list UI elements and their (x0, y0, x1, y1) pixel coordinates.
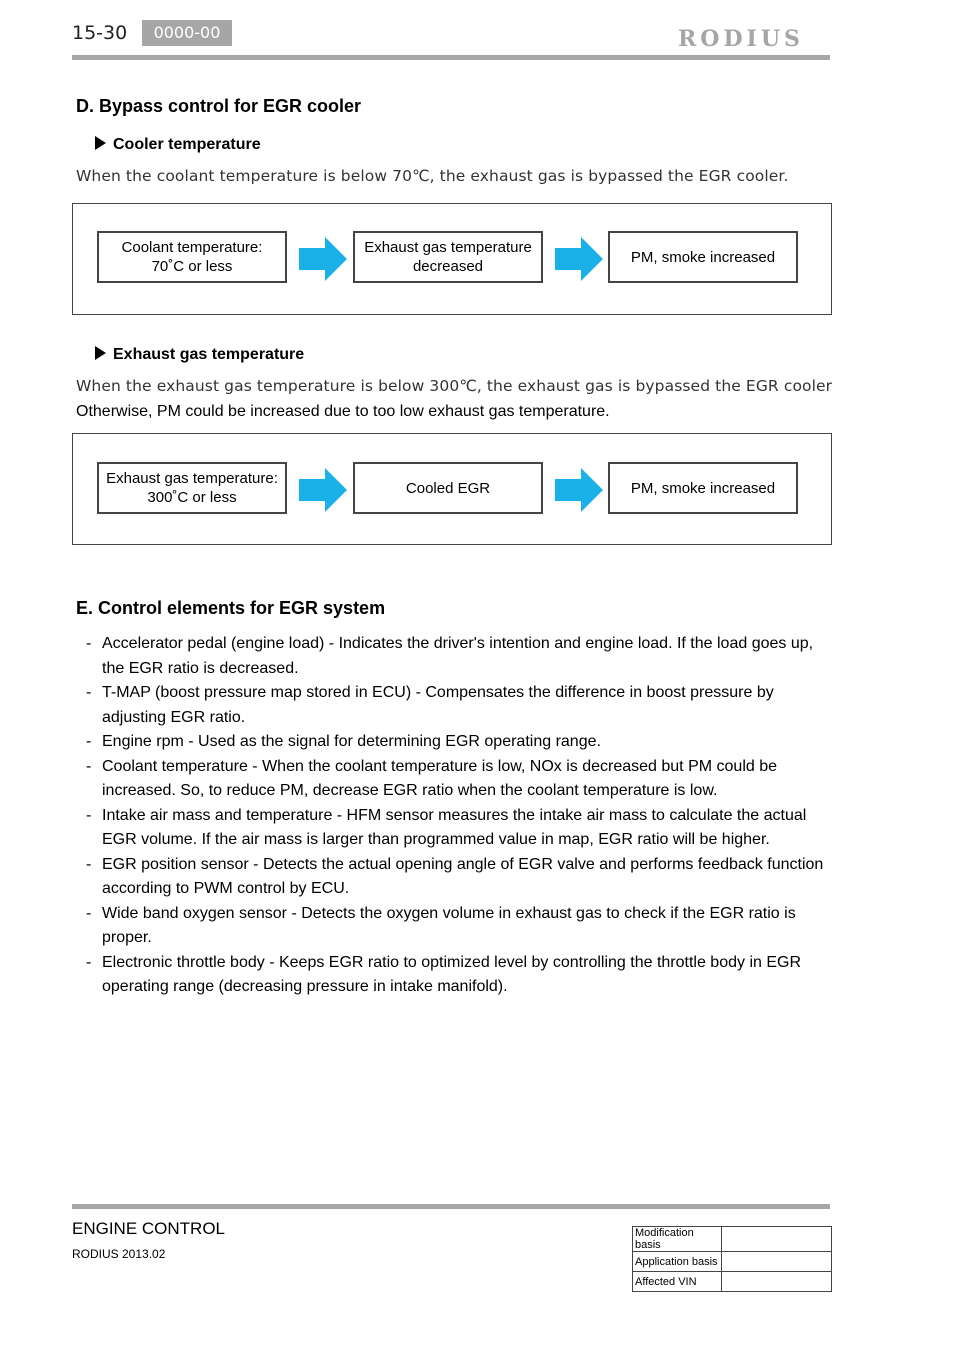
cooler-temperature-heading (95, 136, 261, 154)
right-arrow-icon (299, 237, 347, 281)
brand-logo: RODIUS (678, 26, 804, 52)
table-cell-label: Modification basis (633, 1227, 722, 1252)
right-arrow-icon (555, 237, 603, 281)
modification-table (632, 1226, 832, 1292)
table-row (633, 1272, 832, 1292)
exhaust-gas-temperature-text: When the exhaust gas temperature is below 300℃, the exhaust gas is bypassed the EGR cooler (76, 377, 833, 395)
page-number: 15-30 (72, 22, 128, 44)
flow-box-line: Exhaust gas temperature: (106, 470, 278, 487)
flow-box-line: 70˚C or less (151, 258, 233, 275)
flow-box-line: decreased (412, 258, 484, 275)
flow-box-cooled-egr (353, 462, 543, 514)
list-item: - Wide band oxygen sensor - Detects the oxygen volume in exhaust gas to check if the EGR ratio is proper. (86, 902, 826, 951)
flow-box-line: Cooled EGR (405, 479, 491, 497)
list-item-text: Wide band oxygen sensor - Detects the oxygen volume in exhaust gas to check if the EGR ratio is proper. (102, 904, 796, 946)
flow-box-exhaust-gas-temperature (97, 462, 287, 514)
section-code-tag: 0000-00 (142, 20, 232, 46)
control-elements-list (86, 632, 826, 1000)
flow-box-exhaust-gas-decreased (353, 231, 543, 283)
cooler-temperature-text: When the coolant temperature is below 70℃, the exhaust gas is bypassed the EGR cooler. (76, 167, 789, 185)
flow-box-line: Coolant temperature: (121, 239, 263, 256)
section-d-title: D. Bypass control for EGR cooler (76, 96, 362, 116)
list-item-text: Accelerator pedal (engine load) - Indicates the driver's intention and engine load. If the load goes up, the EGR ratio is decreased. (102, 635, 814, 677)
table-cell-value (722, 1272, 832, 1292)
list-item: - T-MAP (boost pressure map stored in ECU) - Compensates the difference in boost pressure by adjusting EGR ratio. (86, 681, 826, 730)
triangle-bullet-icon (95, 346, 106, 360)
flow-box-pm-smoke-increased (608, 231, 798, 283)
header-rule (72, 55, 830, 60)
footer-rule (72, 1204, 830, 1209)
right-arrow-icon (555, 468, 603, 512)
footer-subtitle: RODIUS 2013.02 (72, 1247, 166, 1261)
list-item: - Coolant temperature - When the coolant temperature is low, NOx is decreased but PM could be increased. So, to reduce PM, decrease EGR ratio when the coolant temperature is low. (86, 755, 826, 804)
flow-box-pm-smoke-increased (608, 462, 798, 514)
list-item-text: EGR position sensor - Detects the actual opening angle of EGR valve and performs feedback function according to PWM control by ECU. (102, 855, 824, 897)
section-e-title: E. Control elements for EGR system (76, 598, 386, 618)
table-cell-value (722, 1252, 832, 1272)
list-item: - Intake air mass and temperature - HFM sensor measures the intake air mass to calculate the actual EGR volume. If the air mass is larger than programmed value in map, EGR ratio will be higher. (86, 804, 826, 853)
flow-box-line: 300˚C or less (147, 489, 237, 506)
exhaust-gas-temperature-heading-label: Exhaust gas temperature (113, 346, 305, 363)
exhaust-flow-diagram (72, 433, 832, 545)
list-item: - EGR position sensor - Detects the actual opening angle of EGR valve and performs feedback function according to PWM control by ECU. (86, 853, 826, 902)
footer-title: ENGINE CONTROL (72, 1219, 226, 1238)
list-item: - Accelerator pedal (engine load) - Indicates the driver's intention and engine load. If the load goes up, the EGR ratio is decreased. (86, 632, 826, 681)
flow-box-line: PM, smoke increased (630, 248, 776, 266)
table-cell-label: Application basis (633, 1252, 722, 1272)
flow-box-line: PM, smoke increased (630, 479, 776, 497)
triangle-bullet-icon (95, 136, 106, 150)
right-arrow-icon (299, 468, 347, 512)
table-cell-label: Affected VIN (633, 1272, 722, 1292)
list-item-text: Engine rpm - Used as the signal for determining EGR operating range. (102, 733, 601, 750)
exhaust-gas-temperature-heading (95, 346, 304, 364)
list-item-text: Intake air mass and temperature - HFM sensor measures the intake air mass to calculate the actual EGR volume. If the air mass is larger than programmed value in map, EGR ratio will be higher. (102, 806, 807, 848)
table-row (633, 1227, 832, 1252)
exhaust-gas-temperature-note: Otherwise, PM could be increased due to too low exhaust gas temperature. (76, 403, 610, 420)
table-cell-value (722, 1227, 832, 1252)
list-item-text: Electronic throttle body - Keeps EGR ratio to optimized level by controlling the throttle body in EGR operating range (decreasing pressure in intake manifold). (102, 953, 802, 995)
flow-box-line: Exhaust gas temperature (364, 239, 532, 256)
list-item: - Engine rpm - Used as the signal for determining EGR operating range. (86, 730, 826, 755)
list-item-text: T-MAP (boost pressure map stored in ECU) - Compensates the difference in boost pressure by adjusting EGR ratio. (102, 684, 774, 726)
list-item-text: Coolant temperature - When the coolant temperature is low, NOx is decreased but PM could be increased. So, to reduce PM, decrease EGR ratio when the coolant temperature is low. (102, 757, 778, 799)
cooler-temperature-heading-label: Cooler temperature (113, 136, 261, 153)
flow-box-coolant-temperature (97, 231, 287, 283)
table-row (633, 1252, 832, 1272)
cooler-flow-diagram (72, 203, 832, 315)
list-item: - Electronic throttle body - Keeps EGR ratio to optimized level by controlling the throttle body in EGR operating range (decreasing pressure in intake manifold). (86, 951, 826, 1000)
